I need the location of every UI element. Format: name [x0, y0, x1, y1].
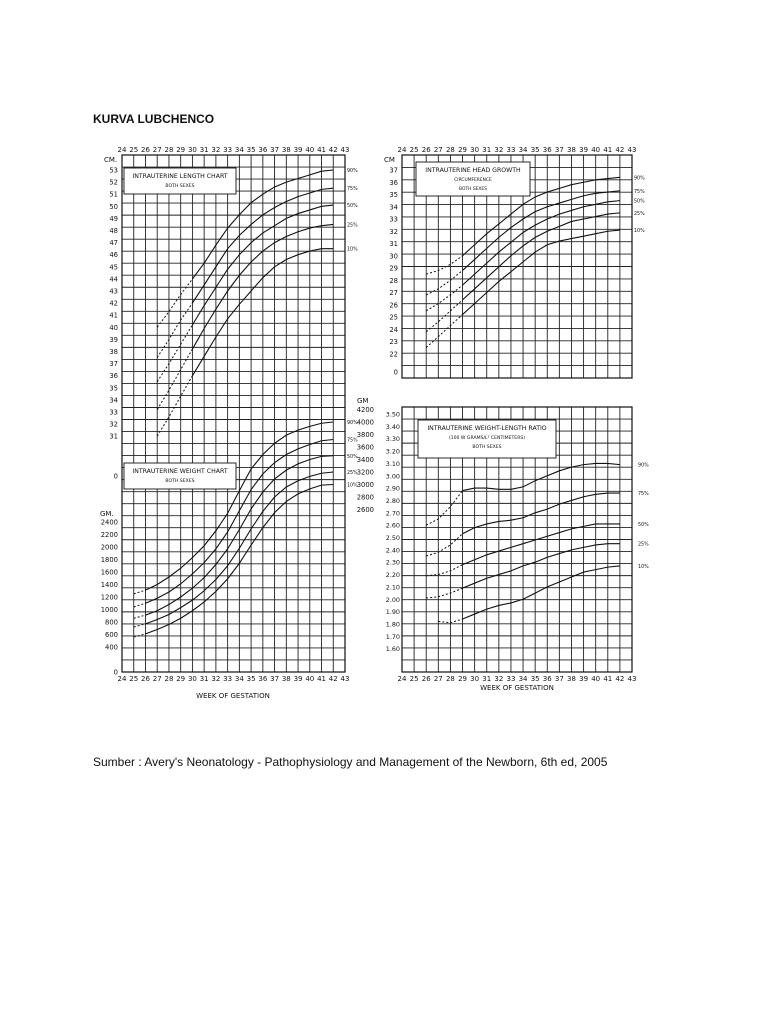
ratio-curve-90-dashed: [426, 491, 462, 526]
ratio-bottom-week-28: 28: [445, 675, 455, 683]
weight-x-axis-label: WEEK OF GESTATION: [196, 692, 270, 700]
head-ytick-25: 25: [389, 313, 398, 322]
head-curve-50-dashed: [426, 285, 462, 311]
weight-ytick-right-4000: 4000: [356, 418, 374, 427]
ratio-curve-50-dashed: [426, 565, 462, 576]
head-top-week-36: 36: [542, 146, 552, 154]
ratio-bottom-week-37: 37: [554, 675, 564, 683]
head-ytick-26: 26: [389, 301, 398, 310]
head-label-90: 90%: [634, 176, 645, 182]
ratio-ytick-2.60: 2.60: [385, 521, 400, 530]
length-title-box-line-1: BOTH SEXES: [165, 184, 195, 189]
ratio-bottom-week-24: 24: [397, 675, 407, 683]
length-ytick-51: 51: [109, 190, 118, 199]
head-title-box-line-2: BOTH SEXES: [459, 187, 487, 192]
ratio-bottom-week-32: 32: [494, 675, 504, 683]
length-series: [157, 168, 358, 436]
ratio-ytick-3.00: 3.00: [385, 472, 400, 481]
ratio-bottom-week-40: 40: [591, 675, 601, 683]
weight-bottom-week-30: 30: [187, 675, 197, 683]
length-ytick-32: 32: [109, 420, 118, 429]
weight-ytick-400: 400: [105, 643, 118, 652]
weight-label-25: 25%: [347, 471, 358, 476]
length-curve-50-dashed: [157, 325, 192, 382]
head-top-week-25: 25: [409, 146, 419, 154]
ratio-ytick-1.70: 1.70: [385, 632, 400, 641]
head-ytick-36: 36: [389, 178, 398, 187]
weight-label-50: 50%: [347, 454, 358, 460]
weight-ytick-1400: 1400: [100, 581, 118, 589]
ratio-bottom-week-39: 39: [579, 675, 589, 683]
length-top-week-25: 25: [129, 146, 139, 154]
length-top-week-24: 24: [117, 146, 127, 154]
length-ytick-48: 48: [109, 227, 118, 235]
weight-title-box-line-1: BOTH SEXES: [165, 479, 195, 484]
length-top-week-40: 40: [305, 146, 315, 154]
head-top-week-39: 39: [579, 146, 589, 154]
weight-bottom-week-43: 43: [340, 675, 350, 683]
ratio-ytick-2.70: 2.70: [385, 509, 400, 518]
head-curve-10: [463, 230, 620, 315]
weight-bottom-week-37: 37: [270, 675, 280, 683]
head-top-week-32: 32: [494, 146, 504, 154]
ratio-bottom-week-41: 41: [603, 675, 613, 683]
weight-curve-50-dashed: [134, 615, 146, 618]
length-ytick-45: 45: [109, 263, 118, 272]
ratio-bottom-week-26: 26: [421, 675, 431, 683]
weight-curve-10-dashed: [134, 634, 146, 637]
head-curve-90-dashed: [426, 256, 462, 274]
head-label-25: 25%: [634, 211, 645, 217]
head-curve-10-dashed: [426, 315, 462, 348]
weight-ytick-2000: 2000: [100, 543, 118, 552]
head-top-week-35: 35: [530, 146, 540, 154]
length-ytick-46: 46: [109, 251, 118, 260]
head-ytick-32: 32: [389, 227, 398, 236]
weight-ytick-0: 0: [113, 668, 118, 677]
weight-bottom-week-25: 25: [129, 675, 139, 683]
length-ytick-36: 36: [109, 372, 118, 381]
ratio-bottom-week-42: 42: [615, 675, 625, 683]
head-ytick-23: 23: [389, 338, 398, 346]
length-ytick-33: 33: [109, 408, 118, 417]
ratio-curve-50: [463, 524, 620, 565]
ratio-bottom-week-36: 36: [542, 675, 552, 683]
weight-ytick-2400: 2400: [100, 518, 118, 527]
head-top-week-41: 41: [603, 146, 613, 154]
ratio-bottom-week-38: 38: [567, 675, 576, 683]
head-top-week-34: 34: [518, 146, 528, 154]
weight-bottom-week-28: 28: [164, 675, 174, 683]
weight-ytick-right-2600: 2600: [356, 506, 374, 514]
ratio-curve-75-dashed: [426, 534, 462, 556]
head-top-week-31: 31: [482, 146, 492, 154]
head-curve-25: [463, 213, 620, 300]
length-top-week-26: 26: [141, 146, 150, 154]
length-ytick-50: 50: [109, 202, 118, 211]
head-ytick-28: 28: [389, 276, 398, 285]
length-title-box: [124, 168, 236, 194]
weight-bottom-week-24: 24: [117, 675, 127, 683]
length-ytick-38: 38: [109, 348, 118, 356]
weight-bottom-week-39: 39: [293, 675, 303, 683]
length-y-axis-label: CM.: [104, 156, 118, 164]
ratio-ytick-2.20: 2.20: [385, 571, 400, 580]
length-label-10: 10%: [347, 247, 358, 253]
weight-bottom-week-33: 33: [223, 675, 233, 683]
ratio-label-50: 50%: [638, 522, 649, 528]
ratio-bottom-week-25: 25: [409, 675, 419, 683]
weight-ytick-right-2800: 2800: [356, 493, 374, 502]
head-ytick-35: 35: [389, 191, 398, 199]
head-ytick-37: 37: [389, 166, 398, 175]
weight-bottom-week-42: 42: [328, 675, 338, 683]
length-top-week-29: 29: [176, 146, 186, 154]
weight-ytick-1000: 1000: [100, 606, 118, 614]
weight-title-box: [124, 463, 236, 489]
weight-bottom-week-34: 34: [234, 675, 244, 683]
head-ytick-24: 24: [389, 325, 398, 334]
length-curve-90-dashed: [157, 279, 192, 327]
weight-series: [134, 420, 358, 637]
ratio-bottom-week-35: 35: [530, 675, 540, 683]
head-top-week-42: 42: [615, 146, 625, 154]
length-top-week-31: 31: [199, 146, 209, 154]
head-top-week-27: 27: [433, 146, 443, 154]
ratio-bottom-week-27: 27: [433, 675, 443, 683]
weight-bottom-week-26: 26: [141, 675, 150, 683]
weight-bottom-week-32: 32: [211, 675, 221, 683]
weight-bottom-week-35: 35: [246, 675, 256, 683]
length-top-week-27: 27: [152, 146, 162, 154]
source-citation: Sumber : Avery's Neonatology - Pathophysiology and Management of the Newborn, 6th ed, 2005: [93, 755, 608, 769]
head-top-week-33: 33: [506, 146, 516, 154]
ratio-ytick-1.80: 1.80: [385, 620, 400, 629]
weight-bottom-week-27: 27: [152, 675, 162, 683]
weight-ytick-800: 800: [105, 618, 118, 627]
length-top-week-30: 30: [187, 146, 197, 154]
head-top-week-29: 29: [458, 146, 467, 154]
length-ytick-42: 42: [109, 299, 118, 308]
ratio-curve-25-dashed: [426, 588, 462, 598]
weight-ytick-600: 600: [105, 631, 118, 639]
head-ytick-34: 34: [389, 203, 398, 212]
length-ytick-53: 53: [109, 166, 118, 175]
weight-ytick-right-4200: 4200: [356, 406, 374, 414]
length-ytick-34: 34: [109, 396, 118, 405]
length-top-week-38: 38: [281, 146, 291, 154]
ratio-bottom-week-31: 31: [482, 675, 492, 683]
ratio-ytick-1.90: 1.90: [385, 608, 400, 617]
ratio-x-axis-label: WEEK OF GESTATION: [480, 684, 554, 692]
ratio-title-box: [418, 420, 556, 458]
weight-ytick-1200: 1200: [100, 593, 118, 602]
left-panel-grid: [122, 155, 345, 672]
weight-curve-75-dashed: [134, 603, 146, 607]
weight-ytick-2200: 2200: [100, 531, 118, 539]
length-ytick-39: 39: [109, 335, 118, 344]
head-title-box-line-0: INTRAUTERINE HEAD GROWTH: [425, 167, 521, 174]
length-top-week-35: 35: [246, 146, 256, 154]
ratio-bottom-week-43: 43: [627, 675, 637, 683]
length-label-50: 50%: [347, 204, 358, 210]
ratio-ytick-2.40: 2.40: [385, 546, 400, 555]
length-ytick-41: 41: [109, 311, 118, 320]
weight-bottom-week-38: 38: [281, 675, 291, 683]
weight-ytick-right-3000: 3000: [356, 481, 374, 489]
length-top-week-39: 39: [293, 146, 303, 154]
ratio-bottom-week-34: 34: [518, 675, 528, 683]
length-top-week-34: 34: [234, 146, 244, 154]
head-top-week-26: 26: [421, 146, 431, 154]
head-curve-75: [463, 191, 620, 271]
head-top-week-38: 38: [567, 146, 576, 154]
ratio-ytick-3.30: 3.30: [385, 435, 400, 444]
weight-label-90: 90%: [347, 421, 358, 426]
ratio-label-90: 90%: [638, 463, 649, 469]
weight-ytick-right-3400: 3400: [356, 456, 374, 464]
ratio-title-box-line-0: INTRAUTERINE WEIGHT-LENGTH RATIO: [427, 425, 547, 432]
length-top-week-41: 41: [317, 146, 326, 154]
length-title-box-line-0: INTRAUTERINE LENGTH CHART: [132, 173, 228, 180]
length-ytick-52: 52: [109, 178, 118, 187]
ratio-ytick-2.50: 2.50: [385, 534, 400, 542]
weight-bottom-week-41: 41: [317, 675, 326, 683]
ratio-ytick-2.80: 2.80: [385, 496, 400, 505]
length-ytick-35: 35: [109, 384, 118, 393]
ratio-ytick-3.40: 3.40: [385, 422, 400, 431]
ratio-curve-25: [463, 544, 620, 588]
weight-ytick-right-3600: 3600: [356, 443, 374, 452]
length-top-week-42: 42: [328, 146, 338, 154]
length-label-75: 75%: [347, 187, 358, 193]
head-ytick-33: 33: [389, 215, 398, 224]
weight-label-10: 10%: [347, 483, 358, 489]
length-ytick-44: 44: [109, 275, 118, 284]
length-ytick-0: 0: [113, 472, 118, 481]
weight-y-axis-label: GM.: [100, 510, 114, 518]
length-top-week-43: 43: [340, 146, 350, 154]
length-curve-10-dashed: [157, 376, 192, 437]
ratio-ytick-2.00: 2.00: [385, 595, 400, 604]
ratio-bottom-week-30: 30: [470, 675, 480, 683]
ratio-ytick-3.20: 3.20: [385, 447, 400, 456]
head-y-axis-label: CM: [384, 156, 395, 164]
length-top-week-32: 32: [211, 146, 221, 154]
ratio-ytick-2.30: 2.30: [385, 558, 400, 567]
head-ytick-22: 22: [389, 350, 398, 359]
weight-bottom-week-36: 36: [258, 675, 268, 683]
head-ytick-31: 31: [389, 240, 398, 248]
weight-ytick-right-3200: 3200: [356, 468, 374, 477]
length-ytick-49: 49: [109, 214, 118, 223]
ratio-curve-10: [463, 566, 620, 619]
length-ytick-31: 31: [109, 432, 118, 441]
head-label-75: 75%: [634, 189, 645, 195]
weight-ytick-right-3800: 3800: [356, 431, 374, 439]
ratio-label-10: 10%: [638, 564, 649, 570]
ratio-ytick-2.10: 2.10: [385, 583, 400, 592]
weight-bottom-week-40: 40: [305, 675, 315, 683]
head-top-week-28: 28: [445, 146, 455, 154]
head-top-week-40: 40: [591, 146, 601, 154]
head-ytick-29: 29: [389, 264, 398, 273]
weight-ytick-1600: 1600: [100, 568, 118, 577]
ratio-ytick-1.60: 1.60: [385, 645, 400, 654]
page-title: KURVA LUBCHENCO: [93, 112, 215, 126]
length-ytick-40: 40: [109, 323, 118, 332]
length-label-90: 90%: [347, 169, 358, 174]
length-curve-25-dashed: [157, 349, 192, 410]
ratio-title-box-line-2: BOTH SEXES: [472, 445, 502, 450]
length-top-week-37: 37: [270, 146, 280, 154]
weight-label-75: 75%: [347, 438, 358, 444]
length-ytick-37: 37: [109, 360, 118, 369]
head-label-10: 10%: [634, 229, 645, 235]
weight-y-axis-label-right: GM: [357, 397, 369, 405]
ratio-title-box-line-1: (100 W GRAMS/L³ CENTIMETERS): [448, 436, 526, 441]
length-ytick-47: 47: [109, 239, 118, 248]
weight-curve-90-dashed: [134, 590, 146, 594]
ratio-ytick-3.50: 3.50: [385, 410, 400, 419]
head-top-week-43: 43: [627, 146, 637, 154]
ratio-bottom-week-29: 29: [458, 675, 467, 683]
weight-title-box-line-0: INTRAUTERINE WEIGHT CHART: [132, 468, 228, 475]
length-top-week-28: 28: [164, 146, 174, 154]
ratio-label-75: 75%: [638, 492, 649, 498]
weight-bottom-week-29: 29: [176, 675, 186, 683]
head-ytick-30: 30: [389, 252, 398, 261]
head-ytick-0: 0: [393, 368, 398, 377]
ratio-bottom-week-33: 33: [506, 675, 516, 683]
length-ytick-43: 43: [109, 287, 118, 296]
length-label-25: 25%: [347, 223, 358, 229]
head-top-week-30: 30: [470, 146, 480, 154]
ratio-ytick-2.90: 2.90: [385, 484, 400, 493]
head-curve-50: [463, 201, 620, 286]
head-series: [426, 175, 645, 347]
weight-ytick-1800: 1800: [100, 556, 118, 564]
head-ytick-27: 27: [389, 289, 398, 297]
ratio-series: [426, 463, 649, 623]
ratio-label-25: 25%: [638, 542, 649, 548]
head-title-box: [416, 162, 530, 196]
head-title-box-line-1: CIRCUMFERENCE: [454, 178, 492, 183]
length-top-week-36: 36: [258, 146, 268, 154]
head-top-week-37: 37: [554, 146, 564, 154]
length-top-week-33: 33: [223, 146, 233, 154]
head-label-50: 50%: [634, 199, 645, 205]
weight-bottom-week-31: 31: [199, 675, 209, 683]
ratio-ytick-3.10: 3.10: [385, 459, 400, 468]
head-top-week-24: 24: [397, 146, 407, 154]
